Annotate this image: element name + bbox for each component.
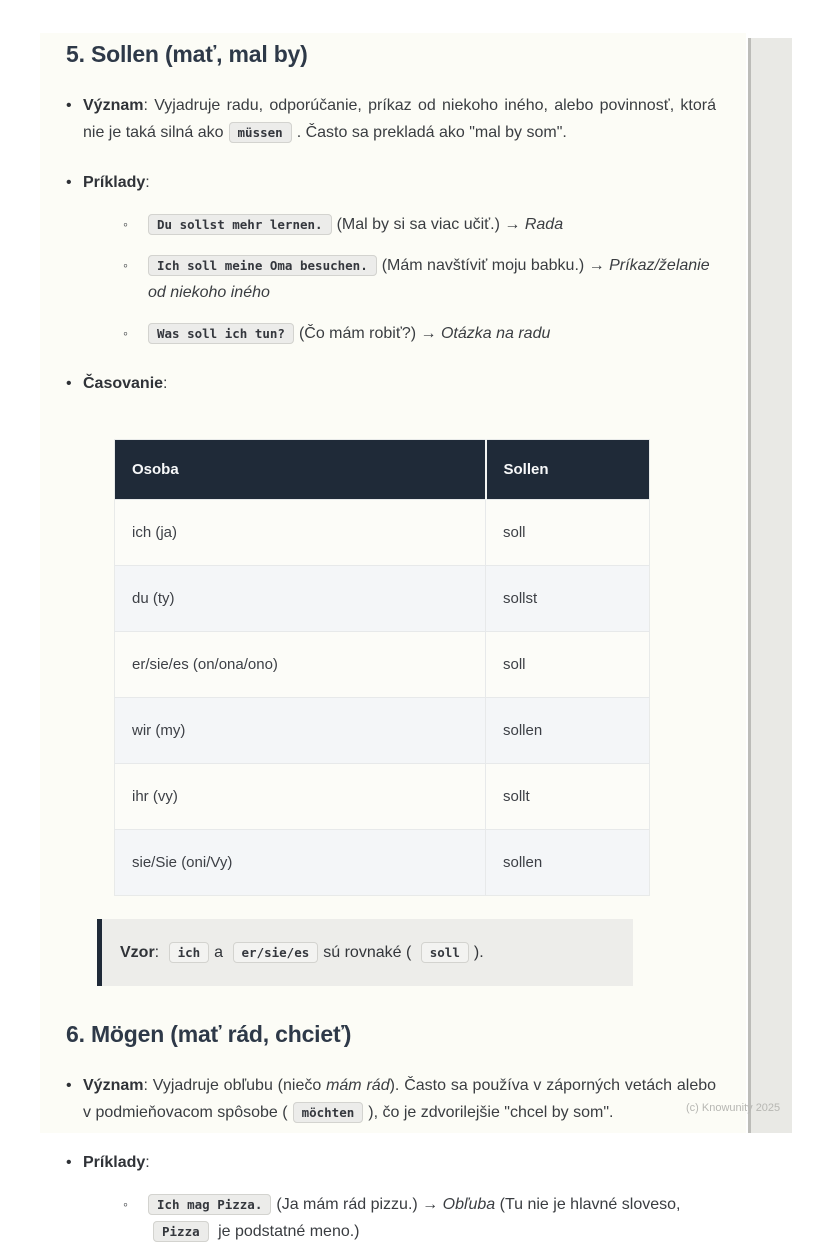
cell-sollen: soll bbox=[486, 632, 650, 698]
example-tag: Rada bbox=[524, 216, 564, 233]
section-6-heading: 6. Mögen (mať rád, chcieť) bbox=[66, 1021, 352, 1047]
inline-code-example: Ich soll meine Oma besuchen. bbox=[148, 255, 377, 276]
example-note-2: je podstatné meno.) bbox=[213, 1223, 360, 1240]
document-content bbox=[40, 33, 746, 1245]
cell-sollen: sollt bbox=[486, 764, 650, 830]
vzor-label: Vzor bbox=[120, 944, 155, 961]
inline-code-ich: ich bbox=[169, 942, 210, 963]
vyznam-text-2: ). Často sa používa v záporných vetách alebo v podmieňovacom spôsobe ( bbox=[83, 1077, 717, 1121]
table-row bbox=[115, 830, 650, 896]
section-5-list bbox=[66, 92, 716, 896]
inline-code-ersiees: er/sie/es bbox=[233, 942, 319, 963]
cell-sollen: soll bbox=[486, 500, 650, 566]
viewer-edge-scrollbar[interactable] bbox=[748, 38, 792, 1133]
vyznam-text-1: : Vyjadruje obľubu (niečo bbox=[143, 1077, 327, 1094]
section-6-list bbox=[66, 1072, 716, 1245]
example-note-1: (Tu nie je hlavné sloveso, bbox=[495, 1196, 681, 1213]
priklady-item-5 bbox=[66, 169, 716, 347]
cell-sollen: sollen bbox=[486, 830, 650, 896]
table-row bbox=[115, 566, 650, 632]
casovanie-label: Časovanie bbox=[83, 375, 164, 392]
cell-sollen: sollst bbox=[486, 566, 650, 632]
vyznam-label: Význam bbox=[83, 1077, 144, 1094]
table-row bbox=[115, 698, 650, 764]
casovanie-colon: : bbox=[163, 375, 168, 392]
inline-code-example: Du sollst mehr lernen. bbox=[148, 214, 332, 235]
vyznam-text-2: . Často sa prekladá ako "mal by som". bbox=[296, 124, 567, 141]
table-row bbox=[115, 632, 650, 698]
document-page bbox=[40, 33, 746, 1240]
inline-code-muessen: müssen bbox=[229, 122, 292, 143]
vzor-t1: : bbox=[154, 944, 160, 961]
table-row bbox=[115, 764, 650, 830]
examples-list-6 bbox=[83, 1191, 716, 1245]
table-header-osoba: Osoba bbox=[115, 440, 486, 500]
priklady-colon: : bbox=[145, 174, 150, 191]
priklady-item-6 bbox=[66, 1149, 716, 1245]
inline-code-pizza: Pizza bbox=[153, 1221, 209, 1242]
cell-osoba: ich (ja) bbox=[115, 500, 486, 566]
inline-code-example: Ich mag Pizza. bbox=[148, 1194, 271, 1215]
example-item bbox=[123, 320, 716, 347]
example-translation: (Mám navštíviť moju babku.) → bbox=[381, 257, 610, 274]
vzor-callout bbox=[97, 919, 633, 986]
section-5-heading: 5. Sollen (mať, mal by) bbox=[66, 41, 308, 67]
cell-osoba: er/sie/es (on/ona/ono) bbox=[115, 632, 486, 698]
example-translation: (Čo mám robiť?) → bbox=[298, 325, 441, 342]
example-translation: (Mal by si sa viac učiť.) → bbox=[336, 216, 525, 233]
vyznam-text-1: : Vyjadruje radu, odporúčanie, príkaz od niekoho iného, alebo povinnosť, ktorá nie je taká silná ako bbox=[83, 97, 716, 141]
vyznam-item-6 bbox=[66, 1072, 716, 1126]
priklady-label: Príklady bbox=[83, 174, 146, 191]
table-header-row bbox=[115, 440, 650, 500]
table-row bbox=[115, 500, 650, 566]
example-tag: Obľuba bbox=[442, 1196, 496, 1213]
example-item bbox=[123, 211, 716, 238]
vzor-t3: sú rovnaké ( bbox=[323, 944, 412, 961]
vzor-t2: a bbox=[214, 944, 224, 961]
cell-osoba: ihr (vy) bbox=[115, 764, 486, 830]
vyznam-item-5 bbox=[66, 92, 716, 146]
vzor-t4: ). bbox=[473, 944, 484, 961]
cell-osoba: du (ty) bbox=[115, 566, 486, 632]
casovanie-item bbox=[66, 370, 716, 896]
priklady-colon: : bbox=[145, 1154, 150, 1171]
example-translation: (Ja mám rád pizzu.) → bbox=[276, 1196, 443, 1213]
conjugation-table bbox=[114, 439, 650, 896]
table-header-sollen: Sollen bbox=[486, 440, 650, 500]
inline-code-example: Was soll ich tun? bbox=[148, 323, 294, 344]
cell-sollen: sollen bbox=[486, 698, 650, 764]
inline-code-moechten: möchten bbox=[293, 1102, 364, 1123]
vyznam-text-3: ), čo je zdvorilejšie "chcel by som". bbox=[368, 1104, 614, 1121]
vyznam-italic: mám rád bbox=[326, 1077, 390, 1094]
example-item bbox=[123, 252, 716, 306]
priklady-label: Príklady bbox=[83, 1154, 146, 1171]
examples-list-5 bbox=[83, 211, 716, 347]
example-tag: Otázka na radu bbox=[440, 325, 551, 342]
copyright-watermark: (c) Knowunity 2025 bbox=[686, 1102, 781, 1114]
vyznam-label: Význam bbox=[83, 97, 144, 114]
inline-code-soll: soll bbox=[421, 942, 469, 963]
cell-osoba: wir (my) bbox=[115, 698, 486, 764]
cell-osoba: sie/Sie (oni/Vy) bbox=[115, 830, 486, 896]
conjugation-table-wrap bbox=[114, 439, 650, 896]
example-item bbox=[123, 1191, 716, 1245]
example-tag: Príkaz/želanie od niekoho iného bbox=[148, 257, 710, 301]
